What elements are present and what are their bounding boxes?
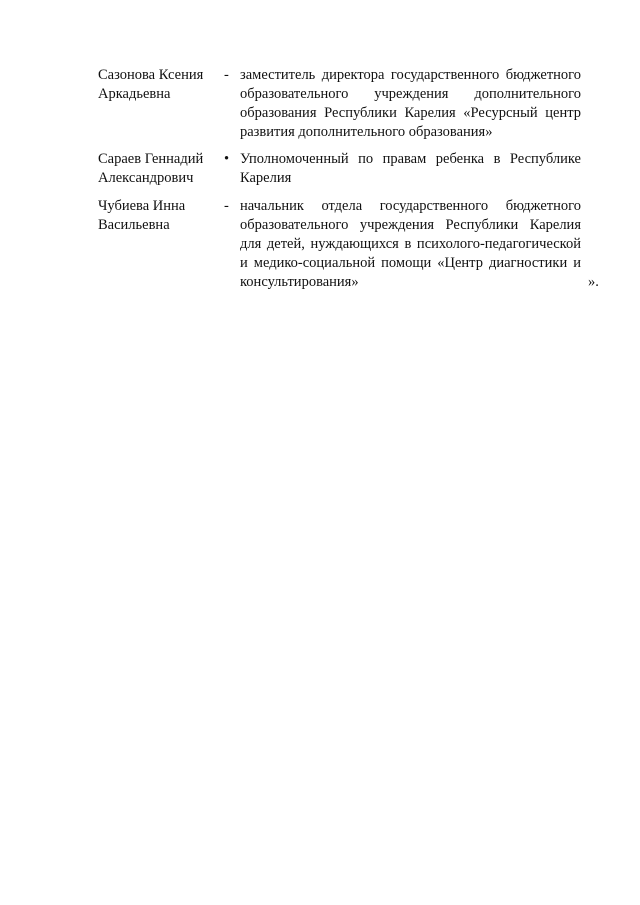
member-surname-first-name: Сазонова Ксения: [98, 67, 204, 83]
member-surname-first-name: Чубиева Инна: [98, 198, 186, 214]
member-position: начальник отдела государственного бюджетного образовательного учреждения Республики Карелия для детей, нуждающихся в психолого-педагогической и медико-социальной помощи «Центр диагностики и консультирования»: [240, 198, 581, 290]
member-position: заместитель директора государственного бюджетного образовательного учреждения дополнительного образования Республики Карелия «Ресурсный центр развития дополнительного образования»: [240, 67, 581, 140]
member-position: Уполномоченный по правам ребенка в Республике Карелия: [240, 151, 581, 186]
member-surname-first-name: Сараев Геннадий: [98, 151, 204, 167]
member-patronymic: Васильевна: [98, 217, 170, 233]
closing-quote-mark: ».: [588, 274, 599, 290]
member-name: [98, 197, 223, 235]
entry-separator: •: [224, 151, 230, 167]
member-name: [98, 66, 223, 104]
member-name: [98, 150, 223, 188]
entry-separator: -: [224, 198, 229, 214]
member-patronymic: Аркадьевна: [98, 86, 171, 102]
member-patronymic: Александрович: [98, 170, 194, 186]
entry-separator: -: [224, 67, 229, 83]
